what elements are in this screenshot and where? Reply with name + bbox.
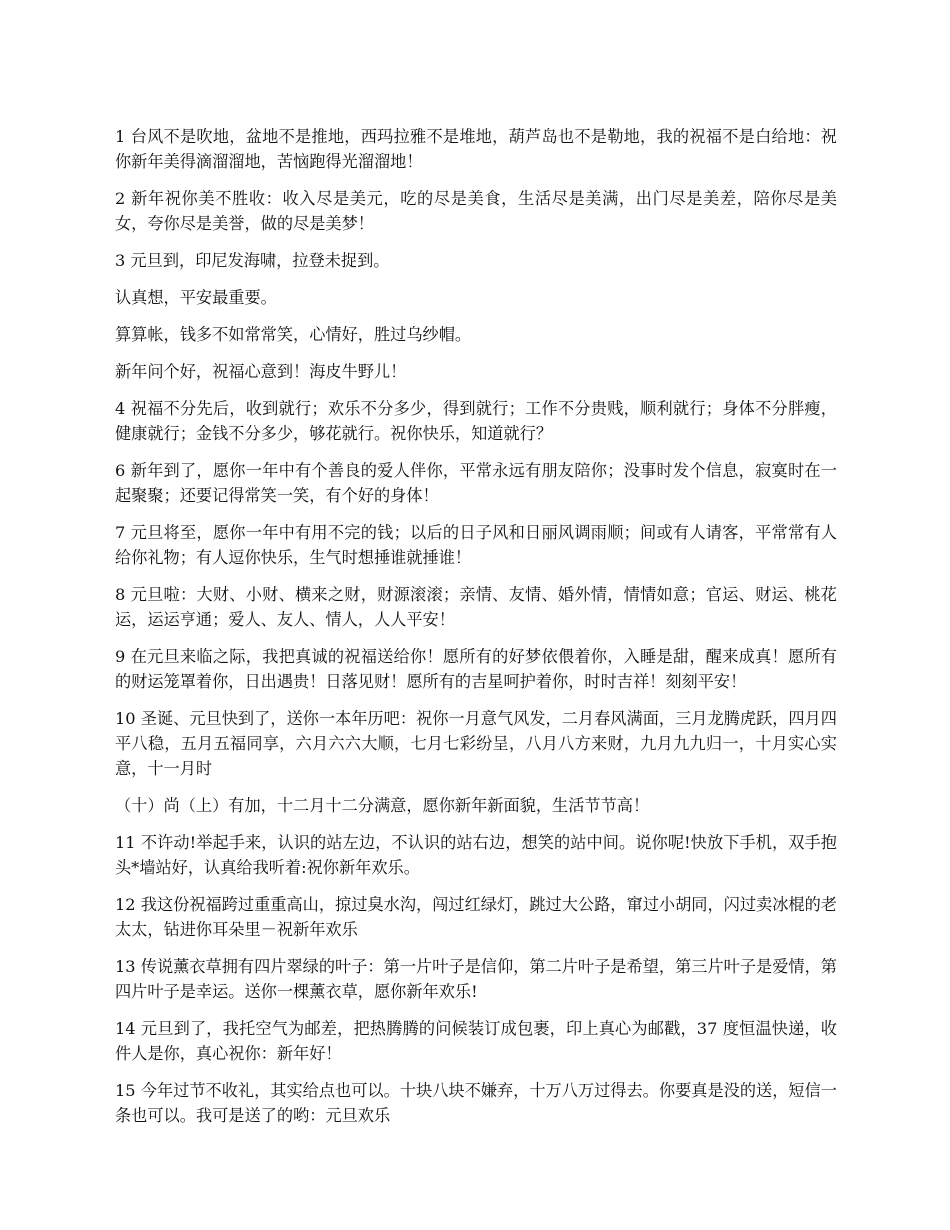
paragraph: 11 不许动!举起手来，认识的站左边，不认识的站右边，想笑的站中间。说你呢!快放下手机，双手抱头*墙站好，认真给我听着:祝你新年欢乐。	[115, 833, 837, 877]
paragraph: 新年问个好，祝福心意到！海皮牛野儿！	[115, 362, 407, 381]
document-body	[115, 124, 837, 1140]
paragraph: 算算帐，钱多不如常常笑，心情好，胜过乌纱帽。	[115, 325, 472, 344]
paragraph: 10 圣诞、元旦快到了，送你一本年历吧：祝你一月意气风发，二月春风满面，三月龙腾虎跃，四月四平八稳，五月五福同享，六月六六大顺，七月七彩纷呈，八月八方来财，九月九九归一，十月实心实意，十一月时	[115, 709, 837, 778]
paragraph: 2 新年祝你美不胜收：收入尽是美元，吃的尽是美食，生活尽是美满，出门尽是美差，陪你尽是美女，夸你尽是美誉，做的尽是美梦！	[115, 189, 837, 233]
paragraph: 3 元旦到，印尼发海啸，拉登未捉到。	[115, 251, 390, 270]
paragraph: 12 我这份祝福跨过重重高山，掠过臭水沟，闯过红绿灯，跳过大公路，窜过小胡同，闪过卖冰棍的老太太，钻进你耳朵里－祝新年欢乐	[115, 895, 837, 939]
paragraph: 7 元旦将至，愿你一年中有用不完的钱；以后的日子风和日丽风调雨顺；间或有人请客，平常常有人给你礼物；有人逗你快乐，生气时想捶谁就捶谁！	[115, 523, 837, 567]
paragraph: （十）尚（上）有加，十二月十二分满意，愿你新年新面貌，生活节节高！	[115, 796, 650, 815]
paragraph: 9 在元旦来临之际，我把真诚的祝福送给你！愿所有的好梦依偎着你，入睡是甜，醒来成真！愿所有的财运笼罩着你，日出遇贵！日落见财！愿所有的吉星呵护着你，时时吉祥！刻刻平安！	[115, 647, 837, 691]
paragraph: 8 元旦啦：大财、小财、横来之财，财源滚滚；亲情、友情、婚外情，情情如意；官运、财运、桃花运，运运亨通；爱人、友人、情人，人人平安！	[115, 585, 837, 629]
paragraph: 1 台风不是吹地，盆地不是推地，西玛拉雅不是堆地，葫芦岛也不是勒地，我的祝福不是白给地：祝你新年美得滴溜溜地，苦恼跑得光溜溜地！	[115, 127, 837, 171]
paragraph: 13 传说薰衣草拥有四片翠绿的叶子：第一片叶子是信仰，第二片叶子是希望，第三片叶子是爱情，第四片叶子是幸运。送你一棵薰衣草，愿你新年欢乐!	[115, 957, 837, 1001]
paragraph: 4 祝福不分先后，收到就行；欢乐不分多少，得到就行；工作不分贵贱，顺利就行；身体不分胖瘦，健康就行；金钱不分多少，够花就行。祝你快乐，知道就行？	[115, 399, 837, 443]
paragraph: 认真想，平安最重要。	[115, 288, 277, 307]
paragraph: 6 新年到了，愿你一年中有个善良的爱人伴你，平常永远有朋友陪你；没事时发个信息，寂寞时在一起聚聚；还要记得常笑一笑，有个好的身体！	[115, 461, 837, 505]
paragraph: 14 元旦到了，我托空气为邮差，把热腾腾的问候装订成包裹，印上真心为邮戳，37 度恒温快递，收件人是你，真心祝你：新年好！	[115, 1019, 837, 1063]
paragraph: 15 今年过节不收礼，其实给点也可以。十块八块不嫌弃，十万八万过得去。你要真是没的送，短信一条也可以。我可是送了的哟：元旦欢乐	[115, 1081, 837, 1125]
